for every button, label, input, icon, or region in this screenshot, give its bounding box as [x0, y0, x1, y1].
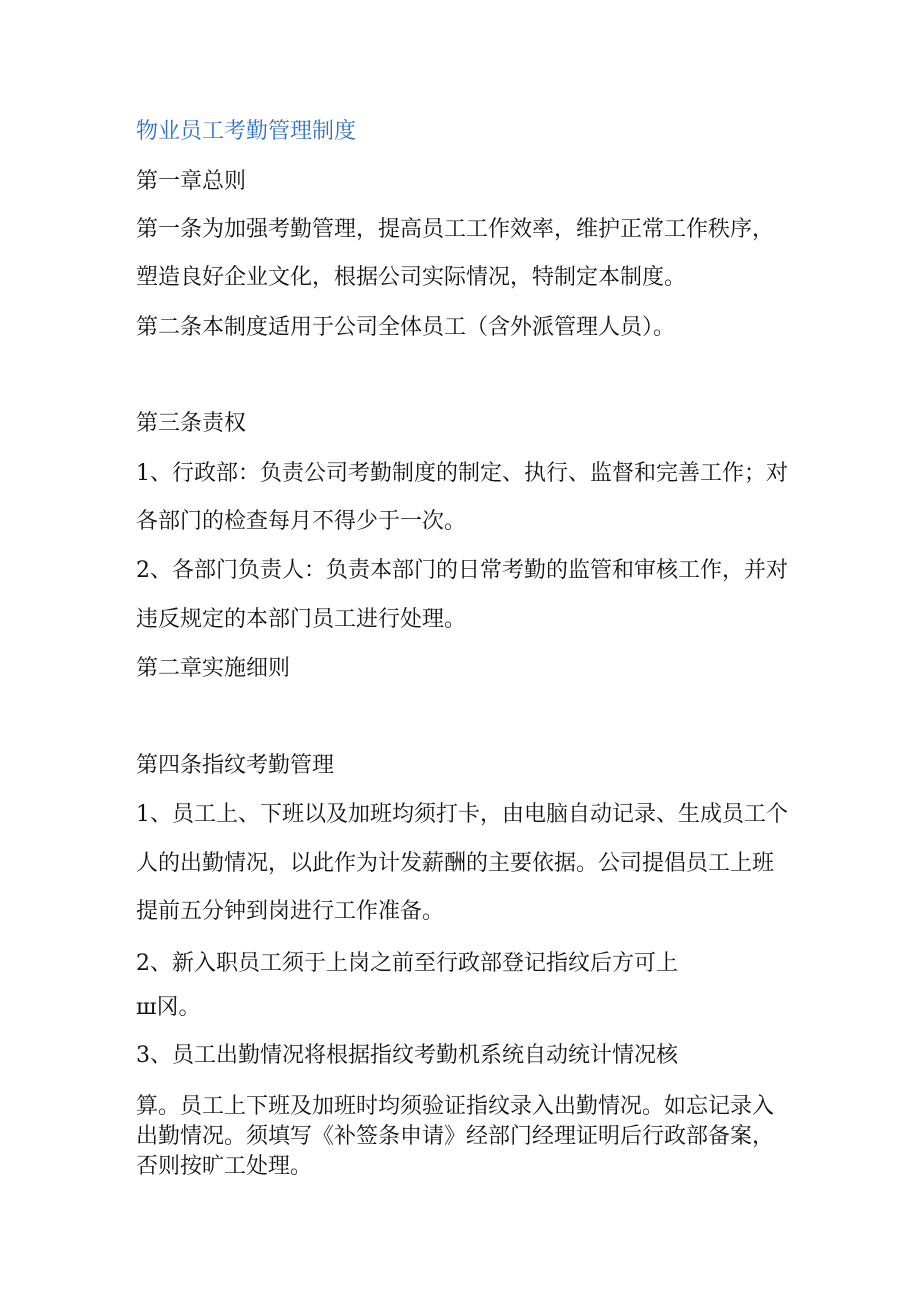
- article-1-line-1: 第一条为加强考勤管理，提高员工工作效率，维护正常工作秩序，: [136, 217, 775, 242]
- article-2: 第二条本制度适用于公司全体员工（含外派管理人员）。: [136, 315, 676, 340]
- article-4-item-1-line-1: 1、员工上、下班以及加班均须打卡，由电脑自动记录、生成员工个: [136, 802, 788, 827]
- article-4-item-3-line-1: 3、员工出勤情况将根据指纹考勤机系统自动统计情况核: [136, 1043, 678, 1068]
- article-4-item-1-line-3: 提前五分钟到岗进行工作准备。: [136, 899, 445, 924]
- article-1-line-2: 塑造良好企业文化，根据公司实际情况，特制定本制度。: [136, 265, 687, 290]
- article-4-item-3-line-2: 算。员工上下班及加班时均须验证指纹录入出勤情况。如忘记录入: [136, 1094, 775, 1119]
- article-4-heading: 第四条指纹考勤管理: [136, 753, 335, 778]
- article-3-item-1-line-1: 1、行政部：负责公司考勤制度的制定、执行、监督和完善工作；对: [136, 461, 788, 486]
- article-4-item-2-line-2: ш冈。: [136, 995, 201, 1020]
- chapter-2-heading: 第二章实施细则: [136, 656, 291, 681]
- article-4-item-3-line-3: 出勤情况。须填写《补签条申请》经部门经理证明后行政部备案，: [136, 1124, 775, 1149]
- article-4-item-2-line-1: 2、新入职员工须于上岗之前至行政部登记指纹后方可上: [136, 951, 678, 976]
- document-title: 物业员工考勤管理制度: [136, 119, 357, 144]
- chapter-1-heading: 第一章总则: [136, 169, 247, 194]
- article-4-item-3-line-4: 否则按旷工处理。: [136, 1154, 313, 1179]
- article-4-item-1-line-2: 人的出勤情况，以此作为计发薪酬的主要依据。公司提倡员工上班: [136, 851, 775, 876]
- article-3-heading: 第三条责权: [136, 411, 247, 436]
- article-3-item-1-line-2: 各部门的检查每月不得少于一次。: [136, 509, 467, 534]
- article-3-item-2-line-2: 违反规定的本部门员工进行处理。: [136, 607, 467, 632]
- article-3-item-2-line-1: 2、各部门负责人：负责本部门的日常考勤的监管和审核工作，并对: [136, 558, 788, 583]
